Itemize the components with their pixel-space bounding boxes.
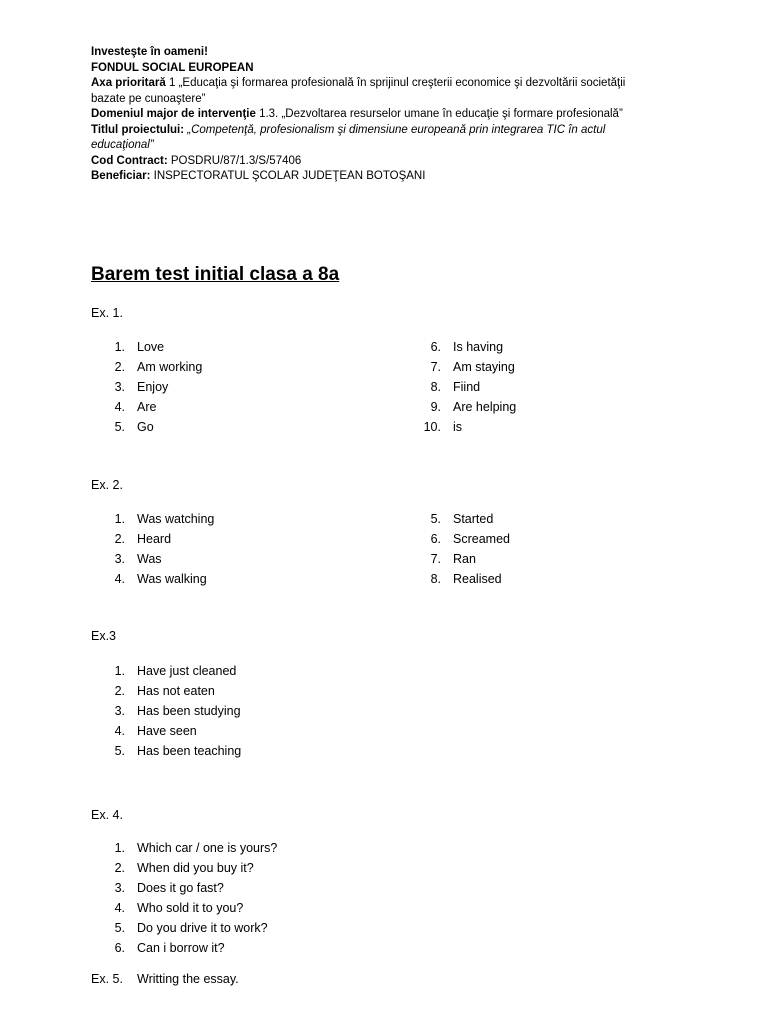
list-item (91, 938, 491, 958)
axa-text: 1 „Educaţia şi formarea profesională în sprijinul creşterii economice şi dezvoltării societăţii bazate pe cunoaştere” (91, 77, 626, 105)
item-text: Is having (453, 340, 504, 354)
list-item (91, 337, 391, 357)
item-number: 1. (114, 340, 125, 354)
header-line-investeste: Investeşte în oameni! (91, 46, 208, 58)
item-number: 2. (114, 532, 125, 546)
item-text: Love (137, 340, 165, 354)
list-item (91, 878, 491, 898)
item-number: 5. (430, 512, 441, 526)
header-axa (91, 76, 661, 107)
item-number: 9. (430, 400, 441, 414)
item-text: Can i borrow it? (137, 941, 225, 955)
list-item (407, 549, 707, 569)
list-item (91, 417, 391, 437)
item-number: 4. (114, 400, 125, 414)
item-number: 7. (430, 552, 441, 566)
item-number: 6. (114, 941, 125, 955)
item-text: Was watching (137, 512, 215, 526)
item-text: Do you drive it to work? (137, 921, 268, 935)
item-number: 10. (423, 420, 441, 434)
ex4-list (91, 838, 491, 958)
list-item (407, 529, 707, 549)
list-item (91, 529, 391, 549)
ex5-text: Writting the essay. (137, 972, 239, 986)
ex3-list (91, 661, 491, 761)
list-item (91, 509, 391, 529)
header-cod (91, 154, 661, 170)
item-number: 8. (430, 572, 441, 586)
item-number: 3. (114, 704, 125, 718)
header-beneficiar (91, 169, 661, 185)
domeniu-text: 1.3. „Dezvoltarea resurselor umane în educaţie şi formare profesională” (255, 108, 623, 120)
list-item (407, 417, 707, 437)
list-item (407, 397, 707, 417)
item-text: Am working (137, 360, 203, 374)
list-item (91, 741, 491, 761)
list-item (407, 569, 707, 589)
domeniu-label: Domeniul major de intervenţie (91, 108, 256, 120)
list-item (91, 357, 391, 377)
titlu-text: „Competenţă, profesionalism şi dimensiune europeană prin integrarea TIC în actul educaţional” (91, 123, 606, 151)
list-item (91, 721, 491, 741)
item-number: 7. (430, 360, 441, 374)
item-number: 6. (430, 532, 441, 546)
item-text: Started (453, 512, 494, 526)
item-number: 2. (114, 861, 125, 875)
item-text: Ran (453, 552, 476, 566)
item-text: Who sold it to you? (137, 901, 244, 915)
item-text: Fiind (453, 380, 481, 394)
item-number: 5. (114, 420, 125, 434)
list-item (407, 337, 707, 357)
item-number: 5. (114, 921, 125, 935)
item-number: 2. (114, 684, 125, 698)
list-item (91, 918, 491, 938)
item-text: Have just cleaned (137, 664, 237, 678)
item-text: Was walking (137, 572, 207, 586)
item-text: Screamed (453, 532, 510, 546)
item-text: Enjoy (137, 380, 169, 394)
item-text: Has been teaching (137, 744, 242, 758)
ex1-right-list (407, 337, 707, 437)
titlu-label: Titlul proiectului: (91, 123, 185, 136)
item-number: 1. (114, 841, 125, 855)
axa-label: Axa prioritară (91, 77, 166, 89)
item-text: Go (137, 420, 154, 434)
header-domeniu (91, 107, 661, 123)
ex3-label: Ex.3 (91, 629, 117, 643)
cod-label: Cod Contract: (91, 154, 168, 167)
ex1-label: Ex. 1. (91, 306, 123, 320)
item-text: Realised (453, 572, 502, 586)
item-number: 4. (114, 724, 125, 738)
list-item (407, 509, 707, 529)
item-text: Am staying (453, 360, 515, 374)
item-text: Are (137, 400, 157, 414)
item-text: Have seen (137, 724, 197, 738)
item-number: 5. (114, 744, 125, 758)
cod-text: POSDRU/87/1.3/S/57406 (167, 154, 302, 167)
item-number: 1. (114, 664, 125, 678)
item-number: 3. (114, 881, 125, 895)
item-number: 8. (430, 380, 441, 394)
header-line-fse: FONDUL SOCIAL EUROPEAN (91, 61, 254, 74)
ex2-left-list (91, 509, 391, 589)
page-title: Barem test initial clasa a 8a (91, 264, 340, 285)
list-item (91, 569, 391, 589)
ex5-line (91, 972, 239, 986)
item-text: Does it go fast? (137, 881, 224, 895)
ex5-label: Ex. 5. (91, 972, 123, 986)
ex4-label: Ex. 4. (91, 808, 123, 822)
item-text: Which car / one is yours? (137, 841, 278, 855)
item-number: 2. (114, 360, 125, 374)
item-text: is (453, 420, 463, 434)
item-text: Has not eaten (137, 684, 215, 698)
list-item (407, 377, 707, 397)
beneficiar-text: INSPECTORATUL ŞCOLAR JUDEŢEAN BOTOŞANI (150, 170, 426, 182)
item-number: 4. (114, 572, 125, 586)
item-text: When did you buy it? (137, 861, 254, 875)
list-item (91, 681, 491, 701)
beneficiar-label: Beneficiar: (91, 170, 151, 182)
item-text: Are helping (453, 400, 517, 414)
list-item (91, 858, 491, 878)
list-item (91, 838, 491, 858)
item-number: 3. (114, 552, 125, 566)
item-text: Was (137, 552, 162, 566)
list-item (91, 701, 491, 721)
item-text: Has been studying (137, 704, 241, 718)
list-item (91, 549, 391, 569)
list-item (407, 357, 707, 377)
ex2-right-list (407, 509, 707, 589)
list-item (91, 397, 391, 417)
list-item (91, 898, 491, 918)
project-header (91, 45, 661, 185)
list-item (91, 661, 491, 681)
item-number: 1. (114, 512, 125, 526)
item-number: 3. (114, 380, 125, 394)
item-number: 4. (114, 901, 125, 915)
header-titlu (91, 123, 661, 154)
item-number: 6. (430, 340, 441, 354)
item-text: Heard (137, 532, 172, 546)
ex1-left-list (91, 337, 391, 437)
list-item (91, 377, 391, 397)
ex2-label: Ex. 2. (91, 478, 123, 492)
